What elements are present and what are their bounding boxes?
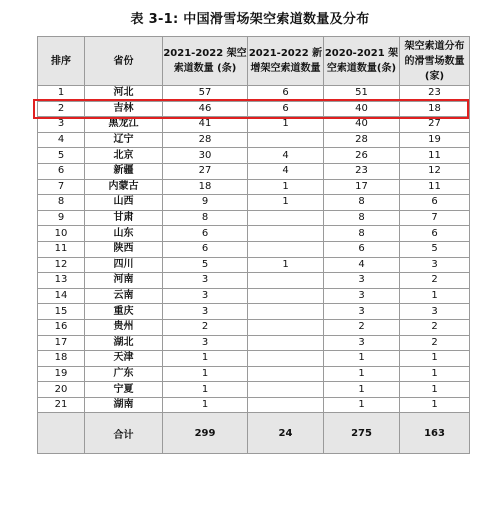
ropeways-2020-2021-cell: 51 xyxy=(324,86,400,102)
new-ropeways-cell xyxy=(248,335,324,351)
total-ropeways-2021-2022: 299 xyxy=(163,413,248,454)
ropeways-2021-2022-cell: 3 xyxy=(163,335,248,351)
header-rank: 排序 xyxy=(38,37,85,86)
table-row xyxy=(38,148,470,164)
table-row xyxy=(38,366,470,382)
resorts-cell: 27 xyxy=(400,117,470,133)
province-cell: 山东 xyxy=(85,226,163,242)
table-row xyxy=(38,195,470,211)
resorts-cell: 2 xyxy=(400,335,470,351)
new-ropeways-cell xyxy=(248,226,324,242)
new-ropeways-cell xyxy=(248,132,324,148)
total-resorts: 163 xyxy=(400,413,470,454)
resorts-cell: 12 xyxy=(400,163,470,179)
total-row xyxy=(38,413,470,454)
ropeways-2020-2021-cell: 6 xyxy=(324,241,400,257)
table-row xyxy=(38,86,470,102)
resorts-cell: 1 xyxy=(400,288,470,304)
ropeways-2020-2021-cell: 4 xyxy=(324,257,400,273)
ropeways-2021-2022-cell: 1 xyxy=(163,351,248,367)
province-cell: 河北 xyxy=(85,86,163,102)
table-row xyxy=(38,101,470,117)
new-ropeways-cell: 1 xyxy=(248,117,324,133)
table-row xyxy=(38,335,470,351)
ropeways-2021-2022-cell: 3 xyxy=(163,273,248,289)
province-cell: 内蒙古 xyxy=(85,179,163,195)
ropeways-2020-2021-cell: 17 xyxy=(324,179,400,195)
ropeways-2020-2021-cell: 1 xyxy=(324,366,400,382)
ropeways-2021-2022-cell: 41 xyxy=(163,117,248,133)
province-cell: 湖北 xyxy=(85,335,163,351)
province-cell: 贵州 xyxy=(85,319,163,335)
rank-cell: 8 xyxy=(38,195,85,211)
ropeways-2021-2022-cell: 3 xyxy=(163,288,248,304)
rank-cell: 15 xyxy=(38,304,85,320)
ropeways-2020-2021-cell: 26 xyxy=(324,148,400,164)
resorts-cell: 1 xyxy=(400,366,470,382)
table-row xyxy=(38,210,470,226)
table-row xyxy=(38,117,470,133)
total-new-ropeways: 24 xyxy=(248,413,324,454)
province-cell: 天津 xyxy=(85,351,163,367)
table-row xyxy=(38,273,470,289)
ropeways-2020-2021-cell: 3 xyxy=(324,335,400,351)
table-row xyxy=(38,226,470,242)
new-ropeways-cell xyxy=(248,397,324,413)
ropeways-2020-2021-cell: 8 xyxy=(324,226,400,242)
resorts-cell: 1 xyxy=(400,397,470,413)
province-cell: 北京 xyxy=(85,148,163,164)
rank-cell: 5 xyxy=(38,148,85,164)
ropeways-2020-2021-cell: 3 xyxy=(324,273,400,289)
resorts-cell: 2 xyxy=(400,319,470,335)
rank-cell: 9 xyxy=(38,210,85,226)
province-cell: 黑龙江 xyxy=(85,117,163,133)
table-row xyxy=(38,319,470,335)
new-ropeways-cell xyxy=(248,304,324,320)
ropeways-2021-2022-cell: 30 xyxy=(163,148,248,164)
ropeways-2020-2021-cell: 23 xyxy=(324,163,400,179)
header-new-ropeways-2021-2022: 2021-2022 新增架空索道数量 xyxy=(248,37,324,86)
table-row xyxy=(38,304,470,320)
new-ropeways-cell: 6 xyxy=(248,101,324,117)
ropeways-2020-2021-cell: 3 xyxy=(324,304,400,320)
resorts-cell: 3 xyxy=(400,304,470,320)
ropeways-2020-2021-cell: 1 xyxy=(324,382,400,398)
ropeways-2021-2022-cell: 8 xyxy=(163,210,248,226)
rank-cell: 4 xyxy=(38,132,85,148)
table-title: 表 3-1: 中国滑雪场架空索道数量及分布 xyxy=(130,12,370,27)
province-cell: 广东 xyxy=(85,366,163,382)
rank-cell: 1 xyxy=(38,86,85,102)
province-cell: 甘肃 xyxy=(85,210,163,226)
province-cell: 山西 xyxy=(85,195,163,211)
rank-cell: 13 xyxy=(38,273,85,289)
rank-cell: 3 xyxy=(38,117,85,133)
ropeways-2021-2022-cell: 2 xyxy=(163,319,248,335)
ropeways-2020-2021-cell: 8 xyxy=(324,195,400,211)
province-cell: 河南 xyxy=(85,273,163,289)
table-body xyxy=(38,86,470,413)
resorts-cell: 6 xyxy=(400,226,470,242)
ski-resort-ropeway-table xyxy=(37,36,470,454)
rank-cell: 20 xyxy=(38,382,85,398)
new-ropeways-cell: 6 xyxy=(248,86,324,102)
rank-cell: 18 xyxy=(38,351,85,367)
header-row xyxy=(38,37,470,86)
resorts-cell: 5 xyxy=(400,241,470,257)
ropeways-2020-2021-cell: 3 xyxy=(324,288,400,304)
rank-cell: 6 xyxy=(38,163,85,179)
rank-cell: 19 xyxy=(38,366,85,382)
ropeways-2020-2021-cell: 28 xyxy=(324,132,400,148)
new-ropeways-cell xyxy=(248,382,324,398)
ropeways-2021-2022-cell: 18 xyxy=(163,179,248,195)
new-ropeways-cell xyxy=(248,351,324,367)
table-row xyxy=(38,288,470,304)
ropeways-2021-2022-cell: 1 xyxy=(163,366,248,382)
ropeways-2020-2021-cell: 2 xyxy=(324,319,400,335)
ropeways-2021-2022-cell: 6 xyxy=(163,226,248,242)
ropeways-2020-2021-cell: 40 xyxy=(324,117,400,133)
total-ropeways-2020-2021: 275 xyxy=(324,413,400,454)
rank-cell: 7 xyxy=(38,179,85,195)
new-ropeways-cell: 1 xyxy=(248,179,324,195)
province-cell: 四川 xyxy=(85,257,163,273)
table-row xyxy=(38,351,470,367)
ropeways-2021-2022-cell: 28 xyxy=(163,132,248,148)
ropeways-2021-2022-cell: 9 xyxy=(163,195,248,211)
ropeways-2021-2022-cell: 1 xyxy=(163,382,248,398)
ropeways-2020-2021-cell: 40 xyxy=(324,101,400,117)
ropeways-2021-2022-cell: 5 xyxy=(163,257,248,273)
rank-cell: 14 xyxy=(38,288,85,304)
new-ropeways-cell: 4 xyxy=(248,163,324,179)
resorts-cell: 1 xyxy=(400,382,470,398)
table-row xyxy=(38,397,470,413)
province-cell: 陕西 xyxy=(85,241,163,257)
province-cell: 吉林 xyxy=(85,101,163,117)
resorts-cell: 1 xyxy=(400,351,470,367)
table-header xyxy=(38,37,470,86)
new-ropeways-cell xyxy=(248,210,324,226)
header-resorts-with-ropeways: 架空索道分布的滑雪场数量(家) xyxy=(400,37,470,86)
ropeways-2021-2022-cell: 1 xyxy=(163,397,248,413)
resorts-cell: 3 xyxy=(400,257,470,273)
new-ropeways-cell: 1 xyxy=(248,257,324,273)
header-ropeways-2021-2022: 2021-2022 架空索道数量 (条) xyxy=(163,37,248,86)
resorts-cell: 23 xyxy=(400,86,470,102)
resorts-cell: 11 xyxy=(400,179,470,195)
province-cell: 重庆 xyxy=(85,304,163,320)
ropeways-2021-2022-cell: 57 xyxy=(163,86,248,102)
table-footer xyxy=(38,413,470,454)
rank-cell: 2 xyxy=(38,101,85,117)
ropeways-2021-2022-cell: 27 xyxy=(163,163,248,179)
new-ropeways-cell xyxy=(248,241,324,257)
rank-cell: 21 xyxy=(38,397,85,413)
total-rank xyxy=(38,413,85,454)
new-ropeways-cell xyxy=(248,319,324,335)
resorts-cell: 2 xyxy=(400,273,470,289)
resorts-cell: 11 xyxy=(400,148,470,164)
table-row xyxy=(38,382,470,398)
table-row xyxy=(38,241,470,257)
province-cell: 辽宁 xyxy=(85,132,163,148)
ropeways-2020-2021-cell: 8 xyxy=(324,210,400,226)
new-ropeways-cell xyxy=(248,366,324,382)
table-row xyxy=(38,257,470,273)
province-cell: 新疆 xyxy=(85,163,163,179)
province-cell: 宁夏 xyxy=(85,382,163,398)
resorts-cell: 7 xyxy=(400,210,470,226)
ropeways-2020-2021-cell: 1 xyxy=(324,351,400,367)
table-row xyxy=(38,179,470,195)
new-ropeways-cell: 4 xyxy=(248,148,324,164)
header-province: 省份 xyxy=(85,37,163,86)
table-row xyxy=(38,163,470,179)
new-ropeways-cell xyxy=(248,273,324,289)
rank-cell: 16 xyxy=(38,319,85,335)
province-cell: 湖南 xyxy=(85,397,163,413)
ropeways-2021-2022-cell: 6 xyxy=(163,241,248,257)
rank-cell: 10 xyxy=(38,226,85,242)
total-label: 合计 xyxy=(85,413,163,454)
province-cell: 云南 xyxy=(85,288,163,304)
rank-cell: 12 xyxy=(38,257,85,273)
resorts-cell: 6 xyxy=(400,195,470,211)
ropeways-2021-2022-cell: 3 xyxy=(163,304,248,320)
resorts-cell: 18 xyxy=(400,101,470,117)
ropeways-2021-2022-cell: 46 xyxy=(163,101,248,117)
new-ropeways-cell: 1 xyxy=(248,195,324,211)
resorts-cell: 19 xyxy=(400,132,470,148)
header-ropeways-2020-2021: 2020-2021 架空索道数量(条) xyxy=(324,37,400,86)
ropeways-2020-2021-cell: 1 xyxy=(324,397,400,413)
rank-cell: 17 xyxy=(38,335,85,351)
table-row xyxy=(38,132,470,148)
rank-cell: 11 xyxy=(38,241,85,257)
new-ropeways-cell xyxy=(248,288,324,304)
